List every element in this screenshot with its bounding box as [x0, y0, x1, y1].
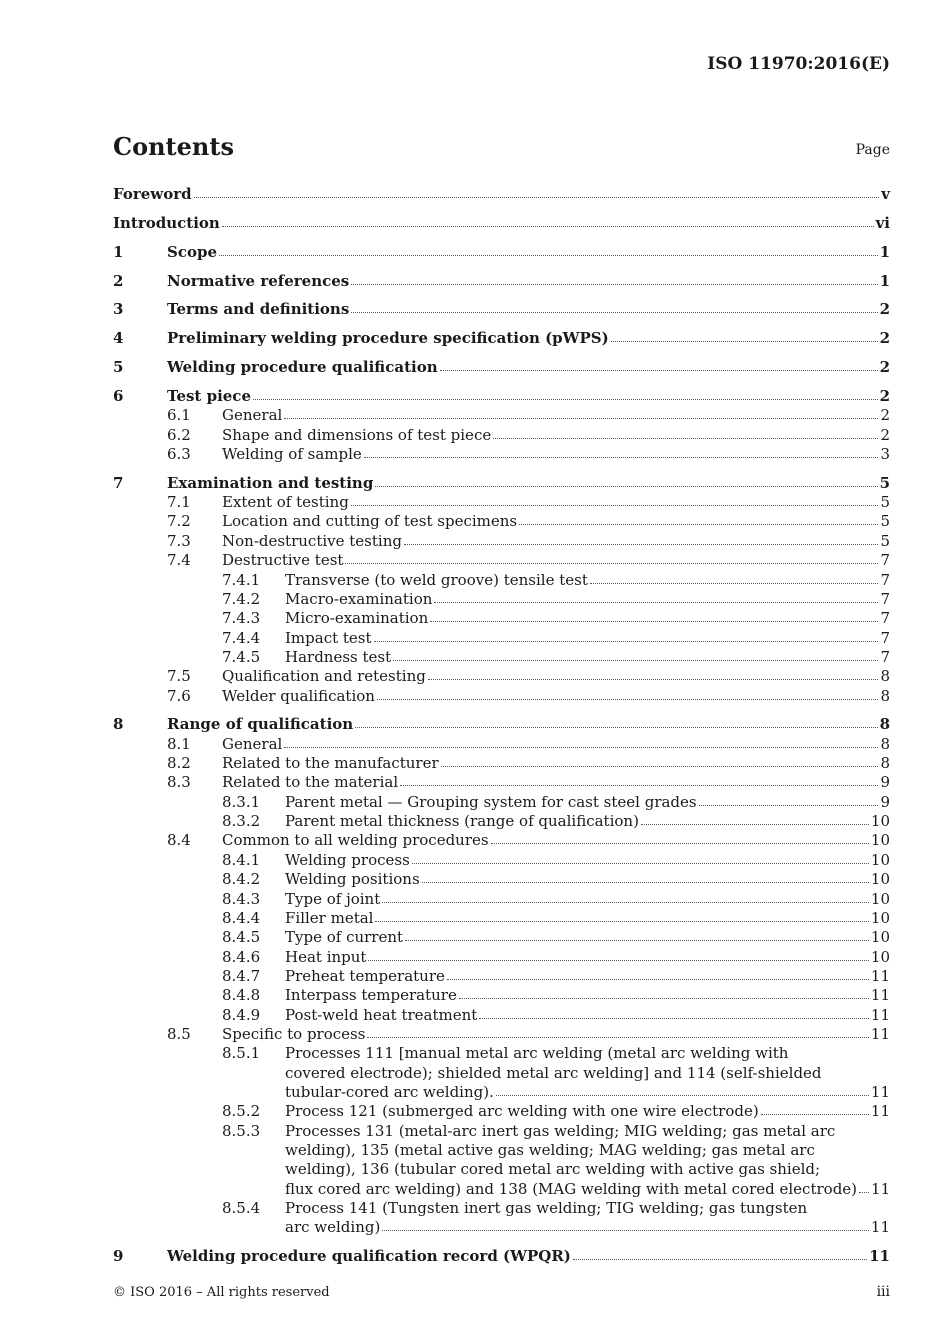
toc-entry-page: vi	[875, 213, 890, 232]
toc-entry-page: 5	[879, 473, 890, 492]
toc-entry-page: 1	[879, 271, 890, 290]
dot-leader	[430, 609, 878, 622]
toc-entry-number: 7.4.2	[222, 589, 261, 608]
dot-leader	[400, 773, 878, 786]
dot-leader	[447, 967, 869, 980]
dot-leader	[428, 667, 879, 680]
toc-entry-title: arc welding)	[285, 1218, 381, 1237]
toc-entry-number: 8.3	[167, 773, 191, 792]
toc-entry-line	[285, 986, 890, 1005]
toc-entry[interactable]	[113, 185, 890, 204]
toc-entry-page: 2	[879, 358, 890, 377]
toc-entry-page: 5	[880, 531, 890, 550]
toc-entry-page: 3	[880, 444, 890, 463]
toc-entry-line	[222, 493, 890, 512]
toc-entry[interactable]	[113, 1247, 890, 1266]
toc-entry-title: Welding procedure qualification record (WPQR)	[167, 1247, 571, 1266]
toc-entry-number: 8.5.3	[222, 1121, 261, 1140]
toc-entry[interactable]	[113, 715, 890, 734]
toc-entry-page: 1	[879, 242, 890, 261]
toc-entry-line	[285, 967, 890, 986]
toc-entry-page: 7	[880, 570, 890, 589]
toc-entry[interactable]	[113, 214, 890, 233]
toc-entry-line	[222, 445, 890, 464]
toc-entry-line	[285, 851, 890, 870]
toc-entry-line	[113, 214, 890, 233]
dot-leader	[375, 474, 877, 487]
toc-entry[interactable]	[113, 870, 890, 889]
page-number: iii	[876, 1284, 890, 1300]
toc-entry[interactable]	[113, 909, 890, 928]
dot-leader	[222, 214, 874, 227]
toc-entry-number: 8.4	[167, 831, 191, 850]
toc-entry-number: 8.4.2	[222, 870, 261, 889]
toc-entry-line	[167, 243, 890, 262]
toc-entry-line	[285, 571, 890, 590]
toc-entry-number: 6.2	[167, 425, 191, 444]
toc-entry-title: Normative references	[167, 271, 350, 290]
toc-entry-number: 5	[113, 358, 124, 377]
toc-entry-title: Interpass temperature	[285, 986, 457, 1005]
toc-entry-number: 8.4.6	[222, 947, 261, 966]
toc-entry-number: 8.4.8	[222, 986, 261, 1005]
toc-entry[interactable]	[113, 1122, 890, 1199]
toc-entry-title: General	[222, 406, 283, 425]
dot-leader	[382, 1218, 869, 1231]
toc-entry-line	[285, 1006, 890, 1025]
dot-leader	[351, 493, 879, 506]
toc-entry-number: 7.4.5	[222, 647, 261, 666]
toc-entry-title: Preliminary welding procedure specification (pWPS)	[167, 329, 609, 348]
toc-entry-line	[285, 629, 890, 648]
toc-entry[interactable]	[113, 609, 890, 628]
toc-entry-page: 7	[880, 647, 890, 666]
toc-entry-title: Qualification and retesting	[222, 667, 426, 686]
toc-entry-number: 8	[113, 715, 124, 734]
toc-entry[interactable]	[113, 1102, 890, 1121]
toc-entry-title: tubular-cored arc welding).	[285, 1082, 494, 1101]
toc-entry-page: 8	[880, 734, 890, 753]
toc-entry-line	[222, 551, 890, 570]
dot-leader	[412, 851, 869, 864]
toc-entry-number: 8.4.9	[222, 1005, 261, 1024]
toc-entry-number: 4	[113, 329, 124, 348]
toc-entry[interactable]	[113, 532, 890, 551]
toc-entry-number: 8.2	[167, 754, 191, 773]
toc-entry-title: Range of qualification	[167, 715, 354, 734]
toc-entry-number: 7.5	[167, 667, 191, 686]
toc-entry-page: 11	[870, 1102, 890, 1121]
toc-entry-page: 5	[880, 493, 890, 512]
dot-leader	[374, 629, 879, 642]
dot-leader	[375, 909, 868, 922]
page-title: Contents	[113, 132, 234, 161]
dot-leader	[590, 571, 879, 584]
toc-entry[interactable]	[113, 629, 890, 648]
toc-entry-number: 8.5.4	[222, 1199, 261, 1218]
toc-entry-title-line: welding), 135 (metal active gas welding; MAG welding; gas metal arc	[285, 1140, 815, 1159]
toc-entry-page: 2	[879, 300, 890, 319]
toc-entry[interactable]	[113, 426, 890, 445]
dot-leader	[345, 551, 878, 564]
toc-entry-number: 7.3	[167, 531, 191, 550]
toc-entry-page: 2	[880, 425, 890, 444]
dot-leader	[351, 300, 877, 313]
toc-entry[interactable]	[113, 571, 890, 590]
dot-leader	[573, 1247, 867, 1260]
dot-leader	[284, 406, 878, 419]
toc-entry-title-line: welding), 136 (tubular cored metal arc welding with active gas shield;	[285, 1160, 821, 1179]
toc-entry[interactable]	[113, 851, 890, 870]
toc-entry-title: Common to all welding procedures	[222, 831, 489, 850]
toc-entry[interactable]	[113, 831, 890, 850]
toc-entry-title: Parent metal — Grouping system for cast steel grades	[285, 792, 697, 811]
toc-entry-line	[167, 474, 890, 493]
dot-leader	[351, 272, 877, 285]
dot-leader	[194, 185, 880, 198]
toc-entry[interactable]	[113, 551, 890, 570]
dot-leader	[859, 1180, 869, 1193]
toc-entry-title: Extent of testing	[222, 493, 349, 512]
toc-entry-page: 11	[870, 986, 890, 1005]
toc-entry[interactable]	[113, 967, 890, 986]
toc-entry-page: 7	[880, 609, 890, 628]
toc-entry[interactable]	[113, 986, 890, 1005]
toc-entry[interactable]	[113, 329, 890, 348]
dot-leader	[496, 1083, 869, 1096]
toc-entry-number: 7.4.3	[222, 609, 261, 628]
toc-entry-number: 6.3	[167, 444, 191, 463]
toc-entry-title: Welding procedure qualification	[167, 358, 438, 377]
dot-leader	[491, 831, 869, 844]
toc-entry-title: Hardness test	[285, 647, 392, 666]
toc-entry[interactable]	[113, 358, 890, 377]
dot-leader	[611, 329, 878, 342]
dot-leader	[368, 948, 868, 961]
toc-entry-title: Type of current	[285, 928, 404, 947]
dot-leader	[377, 687, 879, 700]
toc-entry-page: 8	[879, 715, 890, 734]
toc-entry-line	[113, 185, 890, 204]
dot-leader	[219, 243, 878, 256]
toc-entry-page: 9	[880, 773, 890, 792]
toc-entry-number: 7.2	[167, 512, 191, 531]
toc-entry-number: 8.4.7	[222, 966, 261, 985]
toc-entry-title: Welder qualification	[222, 686, 375, 705]
toc-entry[interactable]	[113, 1025, 890, 1044]
dot-leader	[440, 358, 878, 371]
toc-entry-title: Post-weld heat treatment	[285, 1005, 478, 1024]
toc-entry-line	[167, 387, 890, 406]
toc-entry-page: 7	[880, 551, 890, 570]
toc-entry[interactable]	[113, 890, 890, 909]
toc-entry-title: Macro-examination	[285, 589, 433, 608]
toc-entry-line	[285, 890, 890, 909]
dot-leader	[382, 890, 869, 903]
toc-entry-line	[285, 812, 890, 831]
toc-entry[interactable]	[113, 512, 890, 531]
dot-leader	[422, 870, 869, 883]
toc-entry-page: 11	[870, 1082, 890, 1101]
toc-entry-line	[167, 358, 890, 377]
toc-entry-line	[222, 831, 890, 850]
toc-entry-number: 7.4	[167, 551, 191, 570]
toc-entry-title: Impact test	[285, 628, 372, 647]
toc-entry-title: Terms and definitions	[167, 300, 350, 319]
toc-entry-line	[167, 715, 890, 734]
toc-entry-title: Non-destructive testing	[222, 531, 402, 550]
toc-entry-page: 2	[879, 329, 890, 348]
toc-entry[interactable]	[113, 406, 890, 425]
toc-entry-title: Related to the manufacturer	[222, 754, 439, 773]
toc-entry-title: Parent metal thickness (range of qualification)	[285, 812, 639, 831]
toc-entry-number: 7.1	[167, 493, 191, 512]
toc-entry-title-line: Processes 131 (metal-arc inert gas welding; MIG welding; gas metal arc	[285, 1121, 836, 1140]
toc-entry-page: 9	[880, 792, 890, 811]
toc-entry-line	[167, 1247, 890, 1266]
toc-entry[interactable]	[113, 948, 890, 967]
toc-entry-line	[285, 928, 890, 947]
toc-entry[interactable]	[113, 793, 890, 812]
toc-entry[interactable]	[113, 474, 890, 493]
toc-entry-page: 11	[870, 1024, 890, 1043]
dot-leader	[459, 986, 869, 999]
toc-entry[interactable]	[113, 1199, 890, 1238]
toc-entry-page: 11	[870, 966, 890, 985]
toc-entry-number: 6	[113, 386, 124, 405]
dot-leader	[367, 1025, 868, 1038]
toc-entry-line	[222, 667, 890, 686]
toc-entry-title-line: Processes 111 [manual metal arc welding (metal arc welding with	[285, 1044, 789, 1063]
toc-entry-title: Preheat temperature	[285, 966, 445, 985]
toc-entry-page: 10	[870, 812, 890, 831]
toc-entry-page: 11	[870, 1218, 890, 1237]
toc-entry-title: Foreword	[113, 185, 192, 203]
dot-leader	[479, 1006, 869, 1019]
toc-entry[interactable]	[113, 1006, 890, 1025]
toc-entry[interactable]	[113, 667, 890, 686]
toc-entry-title: Destructive test	[222, 551, 344, 570]
toc-entry-number: 7	[113, 473, 124, 492]
page-column-label: Page	[855, 142, 890, 158]
dot-leader	[761, 1102, 869, 1115]
toc-entry-page: 8	[880, 754, 890, 773]
toc-entry-page: 10	[870, 831, 890, 850]
dot-leader	[404, 532, 878, 545]
toc-entry-line	[285, 793, 890, 812]
toc-entry-page: v	[881, 185, 890, 203]
toc-entry-page: 10	[870, 928, 890, 947]
toc-entry[interactable]	[113, 1044, 890, 1102]
toc-entry-title-line: Process 141 (Tungsten inert gas welding; TIG welding; gas tungsten	[285, 1199, 808, 1218]
toc-entry-title: Welding positions	[285, 870, 420, 889]
toc-entry[interactable]	[113, 648, 890, 667]
toc-entry-title: Filler metal	[285, 908, 374, 927]
toc-entry-page: 2	[880, 406, 890, 425]
toc-entry-number: 8.4.4	[222, 908, 261, 927]
toc-entry-page: 11	[869, 1247, 890, 1266]
toc-entry-title-line: covered electrode); shielded metal arc welding] and 114 (self-shielded	[285, 1063, 822, 1082]
toc-entry-line	[222, 773, 890, 792]
toc-entry-page: 7	[880, 628, 890, 647]
toc-entry-page: 10	[870, 908, 890, 927]
toc-entry-number: 8.3.2	[222, 812, 261, 831]
toc-entry[interactable]	[113, 243, 890, 262]
dot-leader	[284, 735, 878, 748]
table-of-contents	[113, 185, 890, 1267]
toc-entry-line	[222, 512, 890, 531]
toc-entry[interactable]	[113, 493, 890, 512]
toc-entry-line	[222, 406, 890, 425]
toc-entry-line	[285, 870, 890, 889]
toc-entry-page: 11	[871, 1179, 891, 1198]
toc-entry-title: Heat input	[285, 947, 367, 966]
toc-entry-number: 8.1	[167, 734, 191, 753]
toc-entry[interactable]	[113, 687, 890, 706]
dot-leader	[405, 928, 869, 941]
toc-entry-page: 10	[870, 850, 890, 869]
toc-entry-title: Welding of sample	[222, 444, 362, 463]
toc-entry-line	[222, 687, 890, 706]
dot-leader	[699, 793, 879, 806]
toc-entry[interactable]	[113, 812, 890, 831]
toc-entry-number: 8.4.5	[222, 928, 261, 947]
toc-entry[interactable]	[113, 445, 890, 464]
dot-leader	[253, 387, 878, 400]
toc-entry[interactable]	[113, 590, 890, 609]
toc-entry-page: 7	[880, 589, 890, 608]
toc-entry-line	[285, 590, 890, 609]
toc-entry-line	[222, 426, 890, 445]
dot-leader	[519, 512, 878, 525]
toc-entry-page: 8	[880, 686, 890, 705]
toc-entry-title: Type of joint	[285, 889, 381, 908]
toc-entry-title: flux cored arc welding) and 138 (MAG welding with metal cored electrode)	[285, 1179, 858, 1198]
toc-entry-number: 9	[113, 1247, 124, 1266]
toc-entry-title: Scope	[167, 242, 218, 261]
toc-entry-title: Introduction	[113, 213, 220, 232]
dot-leader	[493, 426, 878, 439]
toc-entry-line	[285, 609, 890, 628]
toc-entry-line	[167, 329, 890, 348]
toc-entry-number: 8.5	[167, 1024, 191, 1043]
toc-entry-page: 8	[880, 667, 890, 686]
dot-leader	[355, 715, 877, 728]
toc-entry-line	[285, 648, 890, 667]
copyright-notice: © ISO 2016 – All rights reserved	[113, 1285, 330, 1300]
toc-entry-line	[285, 948, 890, 967]
dot-leader	[441, 754, 879, 767]
toc-entry[interactable]	[113, 754, 890, 773]
toc-entry[interactable]	[113, 928, 890, 947]
toc-entry-number: 8.3.1	[222, 792, 261, 811]
toc-entry-line	[222, 735, 890, 754]
toc-entry-number: 7.4.4	[222, 628, 261, 647]
toc-entry-line	[222, 1025, 890, 1044]
toc-entry-page: 10	[870, 889, 890, 908]
toc-entry-number: 8.5.2	[222, 1102, 261, 1121]
toc-entry-title: Micro-examination	[285, 609, 429, 628]
toc-entry-page: 11	[870, 1005, 890, 1024]
toc-entry-number: 7.6	[167, 686, 191, 705]
toc-entry-title: Shape and dimensions of test piece	[222, 425, 492, 444]
toc-entry-title: Examination and testing	[167, 473, 374, 492]
toc-entry-page: 10	[870, 870, 890, 889]
toc-entry-title: General	[222, 734, 283, 753]
toc-entry[interactable]	[113, 735, 890, 754]
toc-entry-line	[167, 300, 890, 319]
toc-entry-number: 6.1	[167, 406, 191, 425]
toc-entry-number: 2	[113, 271, 124, 290]
dot-leader	[434, 590, 878, 603]
dot-leader	[641, 812, 869, 825]
toc-entry[interactable]	[113, 387, 890, 406]
toc-entry-title: Related to the material	[222, 773, 399, 792]
toc-entry[interactable]	[113, 300, 890, 319]
toc-entry-page: 10	[870, 947, 890, 966]
toc-entry-line	[222, 532, 890, 551]
toc-entry-title: Welding process	[285, 850, 410, 869]
toc-entry-line	[167, 272, 890, 291]
toc-entry-page: 5	[880, 512, 890, 531]
toc-entry[interactable]	[113, 773, 890, 792]
toc-entry-number: 7.4.1	[222, 570, 261, 589]
toc-entry-page: 2	[879, 386, 890, 405]
toc-entry-title: Process 121 (submerged arc welding with one wire electrode)	[285, 1102, 759, 1121]
toc-entry[interactable]	[113, 272, 890, 291]
toc-entry-title: Transverse (to weld groove) tensile test	[285, 570, 588, 589]
dot-leader	[364, 445, 879, 458]
toc-entry-number: 1	[113, 242, 124, 261]
toc-entry-line	[285, 909, 890, 928]
toc-entry-number: 8.4.1	[222, 850, 261, 869]
toc-entry-title: Test piece	[167, 386, 251, 405]
toc-entry-number: 8.5.1	[222, 1044, 261, 1063]
document-code: ISO 11970:2016(E)	[707, 54, 890, 74]
toc-entry-line	[222, 754, 890, 773]
toc-entry-number: 3	[113, 300, 124, 319]
toc-entry-title: Location and cutting of test specimens	[222, 512, 518, 531]
dot-leader	[393, 648, 878, 661]
toc-entry-title: Specific to process	[222, 1024, 366, 1043]
toc-entry-number: 8.4.3	[222, 889, 261, 908]
